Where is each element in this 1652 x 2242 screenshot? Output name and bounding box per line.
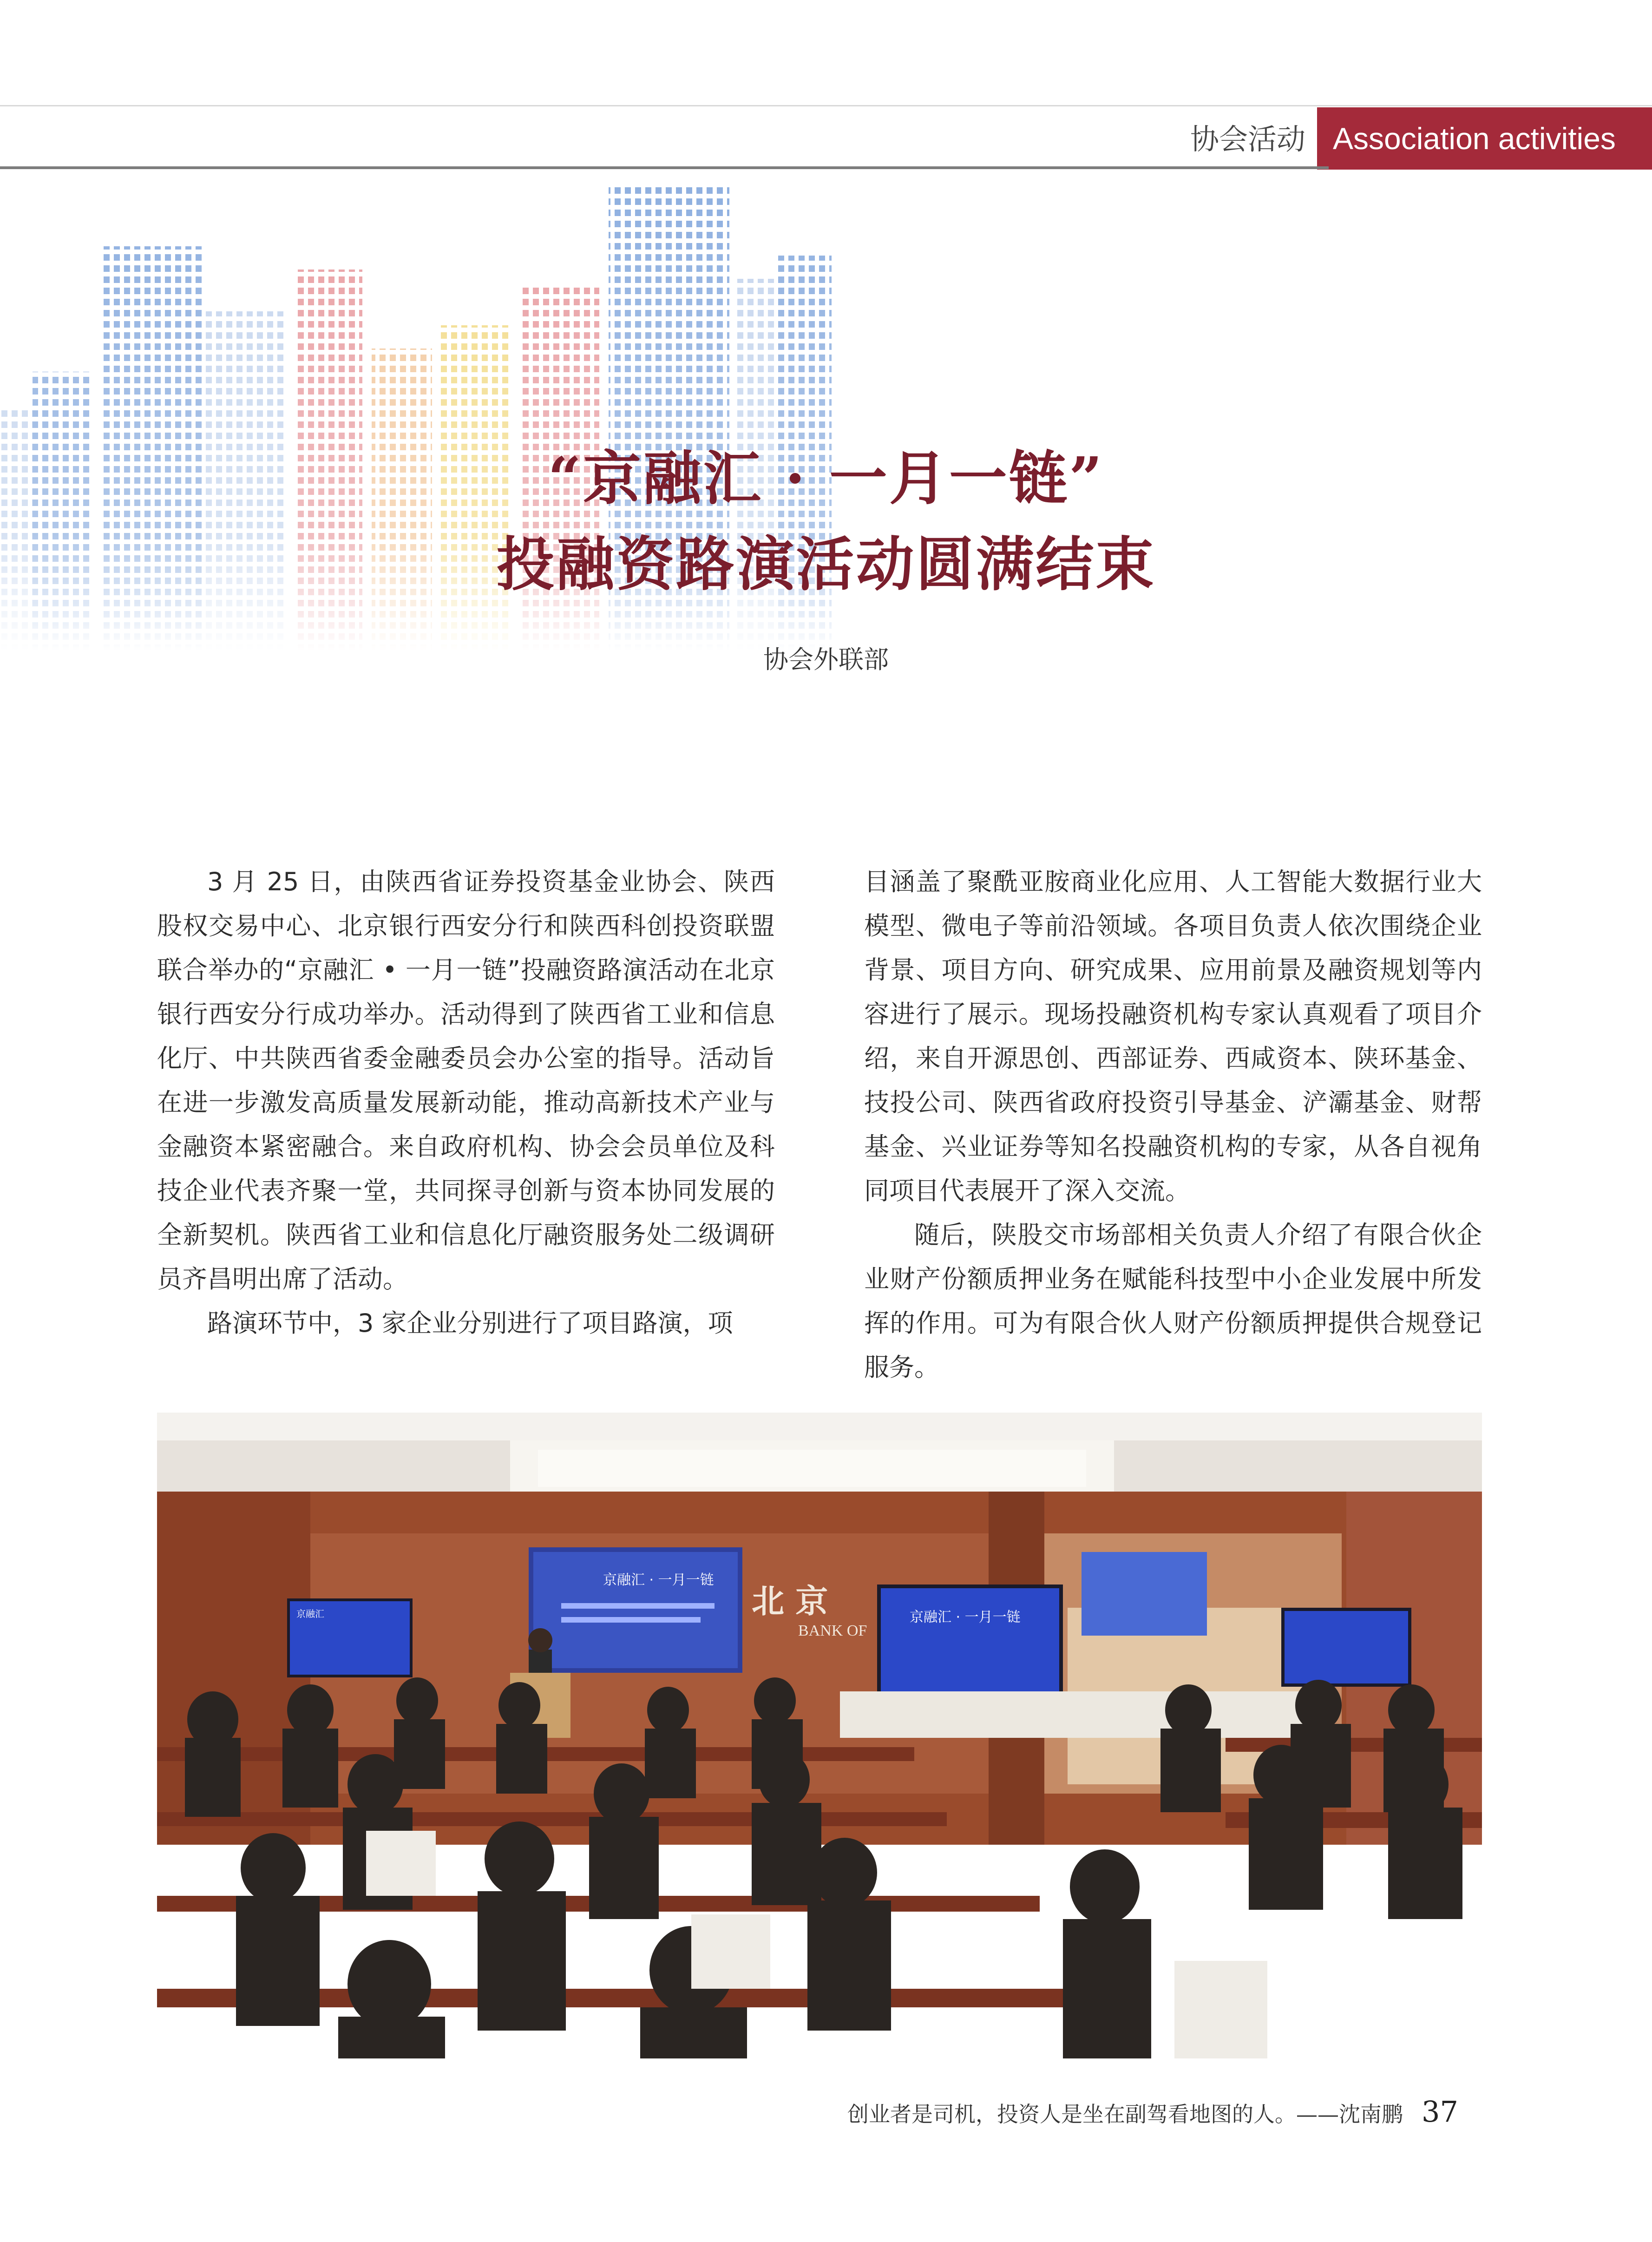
header-rule bbox=[0, 166, 1329, 169]
paragraph: 随后，陕股交市场部相关负责人介绍了有限合伙企业财产份额质押业务在赋能科技型中小企业发展中所发挥的作用。可为有限合伙人财产份额质押提供合规登记服务。 bbox=[864, 1220, 1482, 1382]
section-label-zh: 协会活动 bbox=[1190, 122, 1305, 156]
tv-center-title: 京融汇 · 一月一链 bbox=[910, 1609, 1021, 1625]
article-title-line2: 投融资路演活动圆满结束 bbox=[496, 531, 1156, 598]
paragraph: 目涵盖了聚酰亚胺商业化应用、人工智能大数据行业大模型、微电子等前沿领域。各项目负责人依次围绕企业背景、项目方向、研究成果、应用前景及融资规划等内容进行了展示。现场投融资机构专家认真观看了项目介绍，来自开源思创、西部证券、西咸资本、陕环基金、技投公司、陕西省政府投资引导基金、浐灞基金、财帮基金、兴业证券等知名投融资机构的专家，从各自视角同项目代表展开了深入交流。 bbox=[864, 867, 1482, 1205]
section-label-en: Association activities bbox=[1317, 107, 1652, 170]
bank-sign-en: BANK OF bbox=[798, 1622, 867, 1639]
article-column-left bbox=[157, 860, 775, 1345]
screen-title: 京融汇 · 一月一链 bbox=[603, 1572, 714, 1588]
page-number: 37 bbox=[1422, 2095, 1458, 2129]
article-column-right bbox=[864, 860, 1482, 1389]
header-top-line bbox=[0, 105, 1652, 106]
footer-quote: 创业者是司机，投资人是坐在副驾看地图的人。——沈南鹏 bbox=[847, 2102, 1403, 2127]
paragraph: 3 月 25 日，由陕西省证券投资基金业协会、陕西股权交易中心、北京银行西安分行和陕西科创投资联盟联合举办的“京融汇 • 一月一链”投融资路演活动在北京银行西安分行成功举办。活动得到了陕西省工业和信息化厅、中共陕西省委金融委员会办公室的指导。活动旨在进一步激发高质量发展新动能，推动高新技术产业与金融资本紧密融合。来自政府机构、协会会员单位及科技企业代表齐聚一堂，共同探寻创新与资本协同发展的全新契机。陕西省工业和信息化厅融资服务处二级调研员齐昌明出席了活动。 bbox=[157, 867, 775, 1294]
tv-left-logo: 京融汇 bbox=[296, 1608, 324, 1619]
event-photo bbox=[157, 1413, 1482, 2058]
paragraph: 路演环节中，3 家企业分别进行了项目路演，项 bbox=[207, 1308, 733, 1338]
article-title-line1: “京融汇 · 一月一链” bbox=[548, 445, 1104, 513]
bank-sign: 北 京 bbox=[752, 1582, 828, 1620]
article-byline: 协会外联部 bbox=[763, 645, 889, 674]
